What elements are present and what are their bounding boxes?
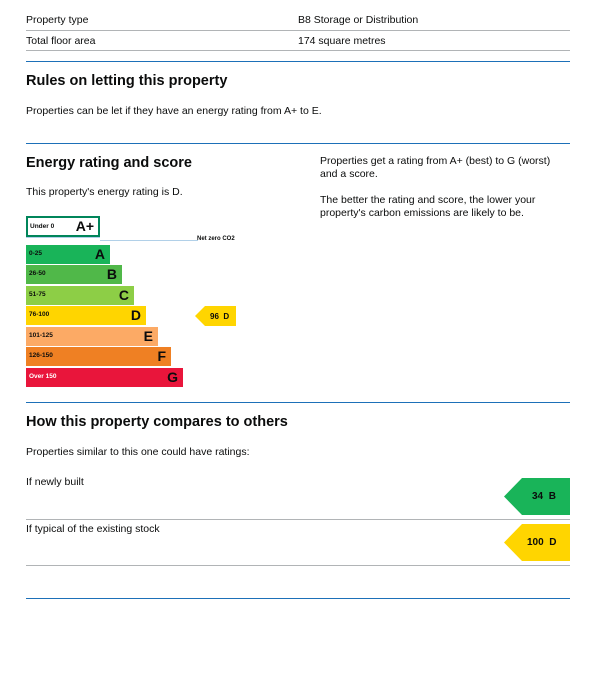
energy-heading: Energy rating and score bbox=[26, 155, 192, 171]
band-aplus-range: Under 0 bbox=[30, 223, 55, 230]
compare-text: Properties similar to this one could have ratings: bbox=[26, 446, 250, 458]
band-d-letter: D bbox=[130, 307, 141, 323]
band-e-letter: E bbox=[143, 328, 153, 344]
typical-stock-letter: D bbox=[549, 537, 557, 548]
newly-built-rating bbox=[532, 491, 556, 502]
typical-stock-rating bbox=[527, 537, 556, 548]
band-e-range: 101-125 bbox=[29, 332, 53, 339]
band-d-range: 76-100 bbox=[29, 311, 50, 318]
rating-explanation-2: The better the rating and score, the lower your property's carbon emissions are likely to be. bbox=[320, 194, 536, 219]
energy-rating-text: This property's energy rating is D. bbox=[26, 186, 183, 198]
letting-text: Properties can be let if they have an energy rating from A+ to E. bbox=[26, 105, 322, 117]
net-zero-line bbox=[100, 240, 198, 241]
band-f-letter: F bbox=[157, 348, 166, 364]
band-a-range: 0-25 bbox=[29, 250, 43, 257]
band-g-range: Over 150 bbox=[29, 373, 57, 380]
band-c bbox=[26, 286, 134, 305]
rating-explanation: Properties get a rating from A+ (best) to G (worst) and a score. bbox=[320, 155, 551, 180]
band-aplus bbox=[26, 216, 100, 237]
band-a-letter: A bbox=[94, 246, 105, 262]
property-type-label: Property type bbox=[26, 14, 89, 26]
typical-stock-score: 100 bbox=[527, 537, 544, 548]
current-rating-label bbox=[210, 312, 229, 321]
current-score: 96 bbox=[210, 312, 219, 321]
divider bbox=[26, 30, 570, 31]
divider bbox=[26, 50, 570, 51]
compare-heading: How this property compares to others bbox=[26, 414, 288, 430]
band-d bbox=[26, 306, 146, 325]
band-c-range: 51-75 bbox=[29, 291, 46, 298]
newly-built-letter: B bbox=[548, 491, 556, 502]
band-f bbox=[26, 347, 171, 366]
band-e bbox=[26, 327, 158, 346]
divider bbox=[26, 519, 570, 520]
section-divider bbox=[26, 598, 570, 599]
section-divider bbox=[26, 402, 570, 403]
divider bbox=[26, 565, 570, 566]
floor-area-label: Total floor area bbox=[26, 35, 96, 47]
band-g-letter: G bbox=[167, 369, 178, 385]
current-letter: D bbox=[223, 312, 230, 321]
band-g bbox=[26, 368, 183, 387]
section-divider bbox=[26, 143, 570, 144]
section-divider bbox=[26, 61, 570, 62]
net-zero-label: Net zero CO2 bbox=[197, 236, 235, 242]
floor-area-value: 174 square metres bbox=[298, 35, 386, 47]
band-f-range: 126-150 bbox=[29, 352, 53, 359]
property-type-value: B8 Storage or Distribution bbox=[298, 14, 419, 26]
band-aplus-letter: A+ bbox=[75, 218, 94, 234]
typical-stock-label: If typical of the existing stock bbox=[26, 523, 160, 535]
band-b-letter: B bbox=[106, 266, 117, 282]
net-zero-line bbox=[26, 237, 100, 238]
band-a bbox=[26, 245, 110, 264]
letting-heading: Rules on letting this property bbox=[26, 73, 228, 89]
band-b-range: 26-50 bbox=[29, 270, 46, 277]
newly-built-label: If newly built bbox=[26, 476, 84, 488]
newly-built-score: 34 bbox=[532, 491, 544, 502]
band-b bbox=[26, 265, 122, 284]
band-c-letter: C bbox=[118, 287, 129, 303]
